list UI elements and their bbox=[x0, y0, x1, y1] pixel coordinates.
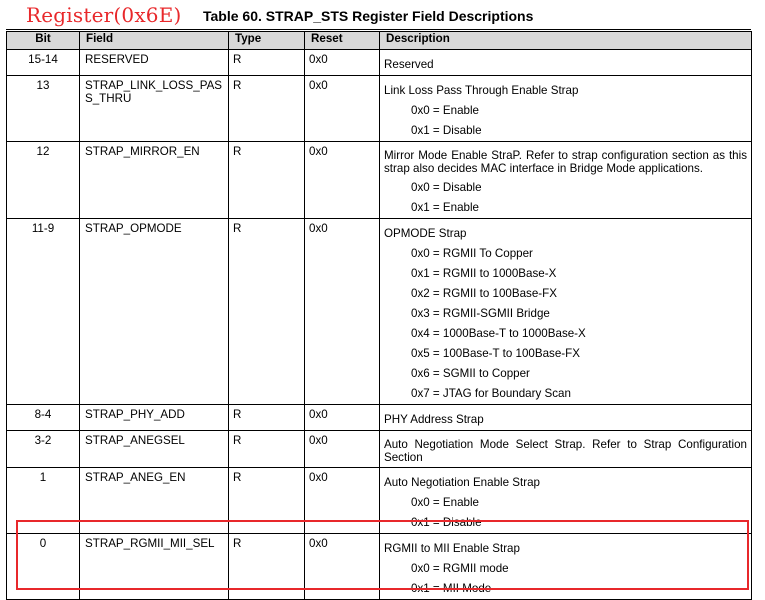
cell-description bbox=[380, 431, 752, 468]
cell-type: R bbox=[229, 468, 305, 534]
value-item: 0x1 = Disable bbox=[411, 124, 482, 137]
cell-reset: 0x0 bbox=[305, 76, 380, 142]
header-type: Type bbox=[229, 32, 305, 50]
cell-field: STRAP_PHY_ADD bbox=[80, 405, 229, 431]
cell-reset: 0x0 bbox=[305, 534, 380, 600]
cell-description bbox=[380, 468, 752, 534]
cell-reset: 0x0 bbox=[305, 468, 380, 534]
value-item: 0x1 = MII Mode bbox=[411, 582, 492, 595]
description-summary: PHY Address Strap bbox=[384, 413, 484, 426]
cell-description bbox=[380, 405, 752, 431]
header-description: Description bbox=[380, 32, 752, 50]
cell-reset: 0x0 bbox=[305, 142, 380, 219]
table-row bbox=[7, 76, 752, 142]
cell-bit: 11-9 bbox=[7, 219, 80, 405]
cell-field: STRAP_MIRROR_EN bbox=[80, 142, 229, 219]
cell-type: R bbox=[229, 219, 305, 405]
description-summary: Mirror Mode Enable StraP. Refer to strap configuration section as this strap also decides MAC interface in Bridge Mode applications. bbox=[384, 149, 747, 175]
table-row bbox=[7, 534, 752, 600]
cell-field: STRAP_LINK_LOSS_PASS_THRU bbox=[80, 76, 229, 142]
value-item: 0x7 = JTAG for Boundary Scan bbox=[411, 387, 571, 400]
cell-description bbox=[380, 142, 752, 219]
cell-field: STRAP_OPMODE bbox=[80, 219, 229, 405]
cell-type: R bbox=[229, 405, 305, 431]
table-row bbox=[7, 431, 752, 468]
table-row bbox=[7, 468, 752, 534]
cell-type: R bbox=[229, 76, 305, 142]
value-item: 0x3 = RGMII-SGMII Bridge bbox=[411, 307, 550, 320]
cell-bit: 15-14 bbox=[7, 50, 80, 76]
cell-reset: 0x0 bbox=[305, 50, 380, 76]
header-reset: Reset bbox=[305, 32, 380, 50]
cell-type: R bbox=[229, 50, 305, 76]
value-item: 0x4 = 1000Base-T to 1000Base-X bbox=[411, 327, 586, 340]
value-item: 0x0 = Disable bbox=[411, 181, 482, 194]
cell-type: R bbox=[229, 534, 305, 600]
cell-type: R bbox=[229, 142, 305, 219]
description-summary: Auto Negotiation Enable Strap bbox=[384, 476, 540, 489]
cell-bit: 12 bbox=[7, 142, 80, 219]
value-item: 0x0 = Enable bbox=[411, 496, 480, 509]
description-summary: RGMII to MII Enable Strap bbox=[384, 542, 520, 555]
table-title: Table 60. STRAP_STS Register Field Descriptions bbox=[203, 8, 534, 24]
cell-bit: 8-4 bbox=[7, 405, 80, 431]
register-field-table bbox=[6, 31, 752, 600]
cell-field: STRAP_ANEGSEL bbox=[80, 431, 229, 468]
cell-description bbox=[380, 534, 752, 600]
description-summary: Auto Negotiation Mode Select Strap. Refer to Strap Configuration Section bbox=[384, 438, 747, 464]
description-summary: Link Loss Pass Through Enable Strap bbox=[384, 84, 579, 97]
header-field: Field bbox=[80, 32, 229, 50]
header-bit: Bit bbox=[7, 32, 80, 50]
value-item: 0x2 = RGMII to 100Base-FX bbox=[411, 287, 557, 300]
value-item: 0x6 = SGMII to Copper bbox=[411, 367, 530, 380]
cell-field: STRAP_RGMII_MII_SEL bbox=[80, 534, 229, 600]
cell-bit: 13 bbox=[7, 76, 80, 142]
cell-field: STRAP_ANEG_EN bbox=[80, 468, 229, 534]
cell-description bbox=[380, 50, 752, 76]
register-annotation: Register(0x6E) bbox=[26, 3, 182, 27]
value-item: 0x0 = RGMII mode bbox=[411, 562, 509, 575]
cell-bit: 1 bbox=[7, 468, 80, 534]
cell-reset: 0x0 bbox=[305, 431, 380, 468]
table-row bbox=[7, 405, 752, 431]
table-row bbox=[7, 142, 752, 219]
cell-bit: 3-2 bbox=[7, 431, 80, 468]
description-summary: OPMODE Strap bbox=[384, 227, 467, 240]
value-item: 0x5 = 100Base-T to 100Base-FX bbox=[411, 347, 580, 360]
value-item: 0x0 = RGMII To Copper bbox=[411, 247, 533, 260]
cell-bit: 0 bbox=[7, 534, 80, 600]
table-row bbox=[7, 50, 752, 76]
cell-reset: 0x0 bbox=[305, 405, 380, 431]
cell-reset: 0x0 bbox=[305, 219, 380, 405]
cell-description bbox=[380, 76, 752, 142]
value-item: 0x1 = RGMII to 1000Base-X bbox=[411, 267, 557, 280]
title-rule bbox=[6, 29, 751, 30]
value-item: 0x1 = Enable bbox=[411, 201, 480, 214]
table-row bbox=[7, 219, 752, 405]
value-item: 0x0 = Enable bbox=[411, 104, 480, 117]
cell-type: R bbox=[229, 431, 305, 468]
value-item: 0x1 = Disable bbox=[411, 516, 482, 529]
cell-description bbox=[380, 219, 752, 405]
header-row bbox=[7, 32, 752, 50]
cell-field: RESERVED bbox=[80, 50, 229, 76]
description-summary: Reserved bbox=[384, 58, 434, 71]
